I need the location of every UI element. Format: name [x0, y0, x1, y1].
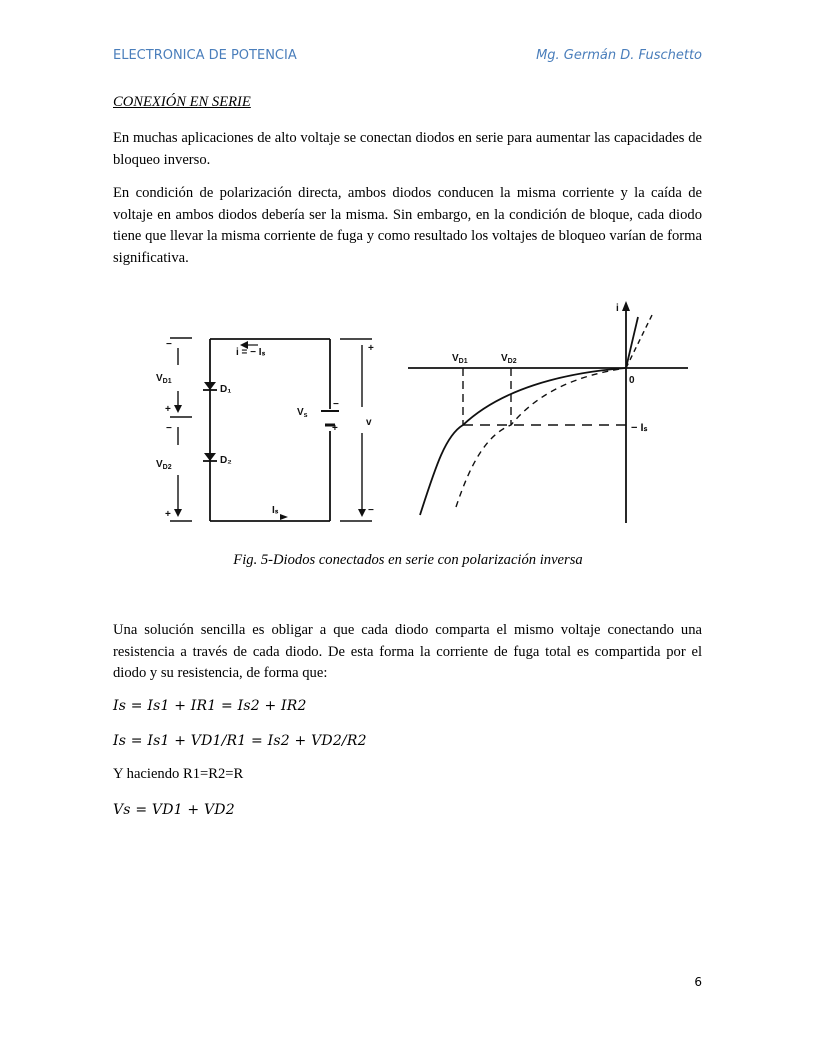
sign-minus-top-left: −	[166, 339, 172, 350]
paragraph-1: En muchas aplicaciones de alto voltaje se conectan diodos en serie para aumentar las capacidades de bloqueo inverso.	[113, 130, 702, 168]
i-axis-arrowhead	[622, 301, 630, 311]
section-title: CONEXIÓN EN SERIE	[113, 94, 251, 110]
label-graph-vd1: $V_{D1}$	[452, 353, 468, 365]
label-vd1: $V_{D1}$	[156, 373, 172, 385]
v-arrowhead	[358, 509, 366, 517]
statement-r-equal: Y haciendo R1=R2=R	[113, 766, 244, 782]
equation-final: Vs = VD1 + VD2	[113, 802, 235, 818]
sign-plus-v: +	[368, 343, 374, 354]
label-i-axis: i	[616, 303, 619, 314]
label-d2: D₂	[220, 455, 232, 466]
figure-svg	[140, 295, 700, 535]
diode-d1-triangle	[204, 382, 216, 390]
label-vs: $V_s$	[297, 407, 308, 419]
iv-graph	[408, 305, 688, 523]
equation-1: Is = Is1 + IR1 = Is2 + IR2	[113, 698, 307, 714]
diode-d2-triangle	[204, 453, 216, 461]
sign-minus-v: −	[368, 505, 374, 516]
page-number: 6	[694, 975, 702, 989]
label-vd2: $V_{D2}$	[156, 459, 172, 471]
label-graph-vd2: $V_{D2}$	[501, 353, 517, 365]
forward-dashed	[626, 313, 653, 368]
figure-series-diodes	[140, 295, 700, 535]
header-right: Mg. Germán D. Fuschetto	[536, 48, 702, 63]
label-is-bottom: Iₛ	[272, 505, 279, 516]
vd2-arrowhead	[174, 509, 182, 517]
label-v: v	[366, 417, 372, 428]
current-bottom-arrowhead	[280, 514, 288, 520]
label-d1: D₁	[220, 384, 232, 395]
forward-solid	[626, 317, 638, 368]
label-neg-is: − Iₛ	[631, 422, 648, 434]
paragraph-2: En condición de polarización directa, ambos diodos conducen la misma corriente y la caída de voltaje en ambos diodos debería ser la misma. Sin embargo, en la condición de bloque, cada diodo tiene que llevar la misma corriente de fuga y como resultado los voltajes de bloqueo varían de forma significativa.	[113, 185, 702, 266]
sign-plus-bottom-left: +	[165, 509, 171, 520]
equation-2: Is = Is1 + VD1/R1 = Is2 + VD2/R2	[113, 733, 367, 749]
sign-minus-vd2: −	[166, 423, 172, 434]
paragraph-3: Una solución sencilla es obligar a que cada diodo comparta el mismo voltaje conectando una resistencia a través de cada diodo. De esta forma la corriente de fuga total es compartida por el diodo y su resistencia, de forma que:	[113, 622, 702, 681]
sign-minus-battery: −	[333, 399, 339, 410]
label-origin: 0	[629, 375, 635, 386]
circuit-diagram	[170, 338, 372, 521]
header-left: ELECTRONICA DE POTENCIA	[113, 48, 297, 63]
figure-caption: Fig. 5-Diodos conectados en serie con polarización inversa	[233, 552, 583, 568]
vd1-arrowhead	[174, 405, 182, 413]
reverse-curve-d2	[456, 368, 626, 507]
sign-plus-battery: +	[332, 423, 338, 434]
label-current-top: i = − Iₛ	[236, 347, 266, 358]
sign-plus-vd1: +	[165, 404, 171, 415]
reverse-curve-d1	[420, 368, 626, 515]
